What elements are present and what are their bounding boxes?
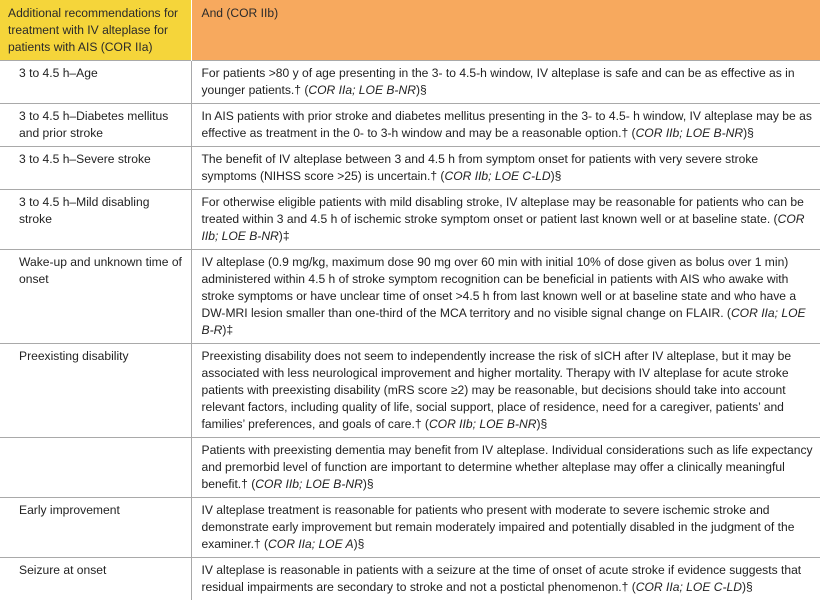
row-recommendation [191,498,820,558]
row-label: Early improvement [0,498,191,558]
evidence-level: COR IIa; LOE A [268,537,354,551]
footnote-mark: )§ [742,580,753,594]
row-recommendation [191,438,820,498]
row-recommendation [191,344,820,438]
header-cell-recommendations-iia: Additional recommendations for treatment with IV alteplase for patients with AIS (COR IIa) [0,0,191,61]
evidence-level: COR IIa; LOE B-R [202,306,806,337]
row-recommendation [191,104,820,147]
row-label [0,438,191,498]
recommendation-text: For patients >80 y of age presenting in the 3- to 4.5-h window, IV alteplase is safe and can be as effective as in younger patients.† ( [202,66,795,97]
evidence-level: COR IIa; LOE B-NR [308,83,416,97]
table-row [0,438,820,498]
footnote-mark: )‡ [222,323,233,337]
header-row [0,0,820,61]
evidence-level: COR IIb; LOE B-NR [255,477,363,491]
table-row [0,344,820,438]
table-row [0,104,820,147]
row-label: Preexisting disability [0,344,191,438]
row-recommendation [191,250,820,344]
row-label: Seizure at onset [0,558,191,600]
header-cell-cor-iib: And (COR IIb) [191,0,820,61]
row-label: 3 to 4.5 h–Diabetes mellitus and prior stroke [0,104,191,147]
recommendation-text: In AIS patients with prior stroke and diabetes mellitus presenting in the 3- to 4.5- h window, IV alteplase may be as effective as treatment in the 0- to 3-h window and may be a reasonable option.† ( [202,109,812,140]
footnote-mark: )§ [354,537,365,551]
footnote-mark: )§ [363,477,374,491]
row-recommendation [191,190,820,250]
row-label: 3 to 4.5 h–Severe stroke [0,147,191,190]
table-row [0,147,820,190]
evidence-level: COR IIa; LOE C-LD [636,580,742,594]
footnote-mark: )§ [743,126,754,140]
row-recommendation [191,61,820,104]
footnote-mark: )§ [416,83,427,97]
footnote-mark: )§ [536,417,547,431]
row-label: 3 to 4.5 h–Age [0,61,191,104]
recommendation-text: For otherwise eligible patients with mild disabling stroke, IV alteplase may be reasonable for patients who can be treated within 3 and 4.5 h of ischemic stroke symptom onset or patient last known well or at baseline state. ( [202,195,804,226]
row-recommendation [191,558,820,600]
table-row [0,498,820,558]
row-label: Wake-up and unknown time of onset [0,250,191,344]
recommendation-text: Patients with preexisting dementia may benefit from IV alteplase. Individual considerations such as life expectancy and premorbid level of function are important to determine whether alteplase may offer a clinically meaningful benefit.† ( [202,443,813,491]
evidence-level: COR IIb; LOE B-NR [429,417,537,431]
recommendation-text: IV alteplase treatment is reasonable for patients who present with moderate to severe ischemic stroke and demonstrate early improvement but remain moderately impaired and potentially disabled in the judgment of the examiner.† ( [202,503,795,551]
recommendation-text: Preexisting disability does not seem to independently increase the risk of sICH after IV alteplase, but it may be associated with less neurological improvement and higher mortality. Therapy with IV alteplase for acute stroke patients with preexisting disability (mRS score ≥2) may be reasonable, but decisions should take into account relevant factors, including quality of life, social support, place of residence, need for a caregiver, patients’ and families’ preferences, and goals of care.† ( [202,349,792,431]
evidence-level: COR IIb; LOE B-NR [202,212,805,243]
recommendation-text: IV alteplase (0.9 mg/kg, maximum dose 90 mg over 60 min with initial 10% of dose given as bolus over 1 min) administered within 4.5 h of stroke symptom recognition can be beneficial in patients with AIS who awake with stroke symptoms or have unclear time of onset >4.5 h from last known well or at baseline state and who have a DW-MRI lesion smaller than one-third of the MCA territory and no visible signal change on FLAIR. ( [202,255,797,320]
table-row [0,558,820,600]
evidence-level: COR IIb; LOE B-NR [636,126,744,140]
recommendation-text: IV alteplase is reasonable in patients with a seizure at the time of onset of acute stroke if evidence suggests that residual impairments are secondary to stroke and not a postictal phenomenon.† ( [202,563,802,594]
table-row [0,61,820,104]
footnote-mark: )§ [551,169,562,183]
table-row [0,190,820,250]
row-label: 3 to 4.5 h–Mild disabling stroke [0,190,191,250]
evidence-level: COR IIb; LOE C-LD [444,169,550,183]
table-row [0,250,820,344]
row-recommendation [191,147,820,190]
recommendation-text: The benefit of IV alteplase between 3 and 4.5 h from symptom onset for patients with very severe stroke symptoms (NIHSS score >25) is uncertain.† ( [202,152,759,183]
footnote-mark: )‡ [279,229,290,243]
